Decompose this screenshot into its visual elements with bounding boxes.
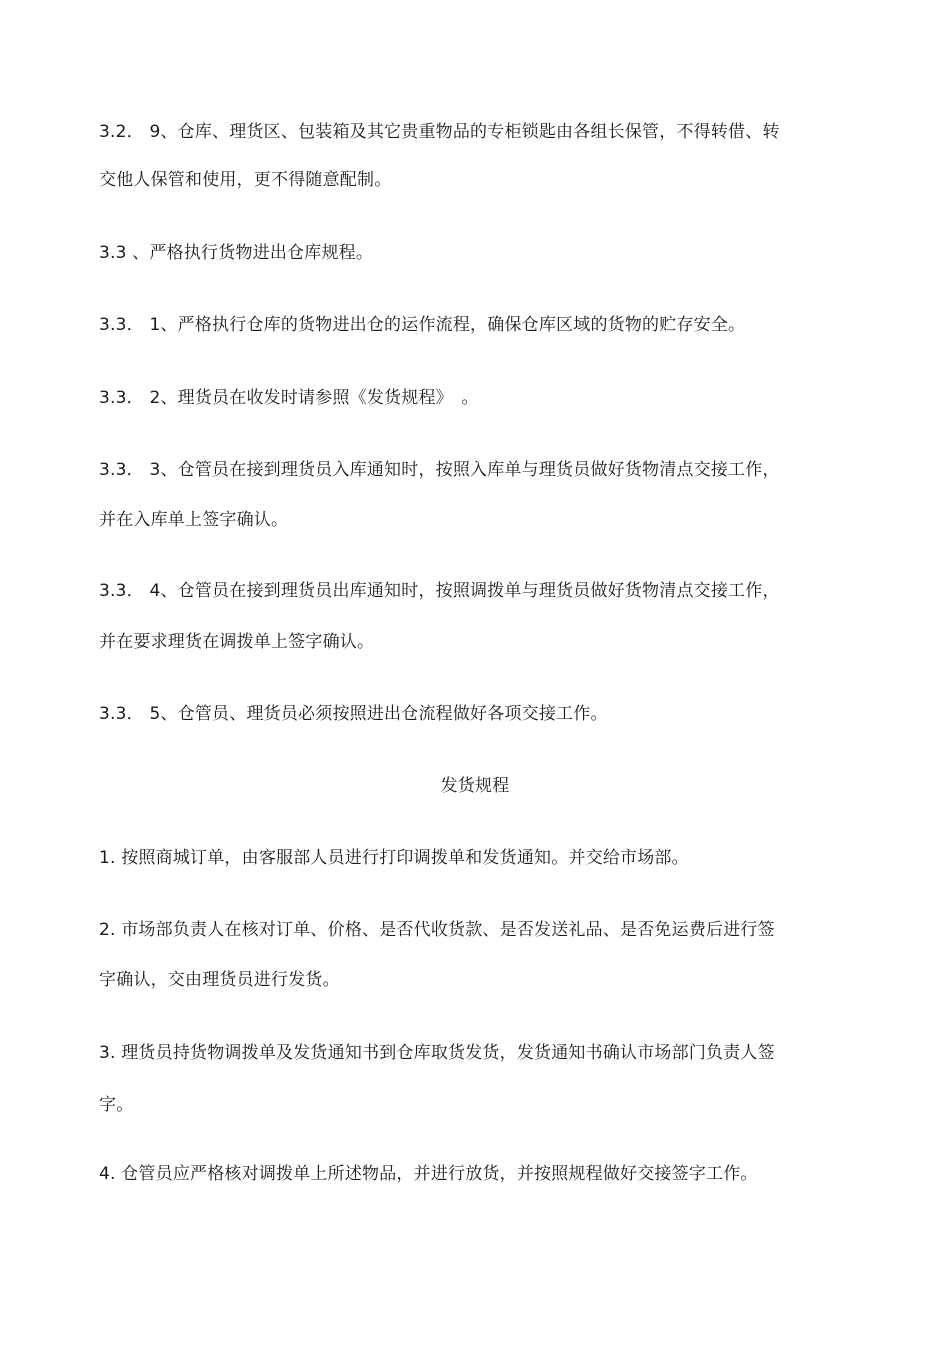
paragraph-line: 3.2． 9、仓库、理货区、包装箱及其它贵重物品的专柜锁匙由各组长保管，不得转借、转 bbox=[99, 122, 780, 142]
paragraph-line: 3.3 、严格执行货物进出仓库规程。 bbox=[99, 243, 374, 263]
list-item: 4. 仓管员应严格核对调拨单上所述物品，并进行放货，并按照规程做好交接签字工作。 bbox=[99, 1164, 758, 1184]
list-item: 1. 按照商城订单，由客服部人员进行打印调拨单和发货通知。并交给市场部。 bbox=[99, 848, 689, 868]
paragraph-line: 并在入库单上签字确认。 bbox=[99, 510, 289, 530]
paragraph-line: 交他人保管和使用，更不得随意配制。 bbox=[99, 170, 392, 190]
paragraph-line: 并在要求理货在调拨单上签字确认。 bbox=[99, 632, 375, 652]
list-item: 2. 市场部负责人在核对订单、价格、是否代收货款、是否发送礼品、是否免运费后进行签 bbox=[99, 920, 775, 940]
list-item: 3. 理货员持货物调拨单及发货通知书到仓库取货发货，发货通知书确认市场部门负责人签 bbox=[99, 1043, 775, 1063]
section-title: 发货规程 bbox=[440, 776, 510, 796]
list-item-continuation: 字。 bbox=[99, 1095, 134, 1115]
paragraph-line: 3.3． 5、仓管员、理货员必须按照进出仓流程做好各项交接工作。 bbox=[99, 704, 608, 724]
paragraph-line: 3.3． 4、仓管员在接到理货员出库通知时，按照调拨单与理货员做好货物清点交接工作， bbox=[99, 581, 780, 601]
paragraph-line: 3.3． 1、严格执行仓库的货物进出仓的运作流程，确保仓库区域的货物的贮存安全。 bbox=[99, 315, 746, 335]
paragraph-line: 3.3． 3、仓管员在接到理货员入库通知时，按照入库单与理货员做好货物清点交接工作， bbox=[99, 460, 780, 480]
list-item-continuation: 字确认，交由理货员进行发货。 bbox=[99, 970, 340, 990]
paragraph-line: 3.3． 2、理货员在收发时请参照《发货规程》 。 bbox=[99, 388, 479, 408]
